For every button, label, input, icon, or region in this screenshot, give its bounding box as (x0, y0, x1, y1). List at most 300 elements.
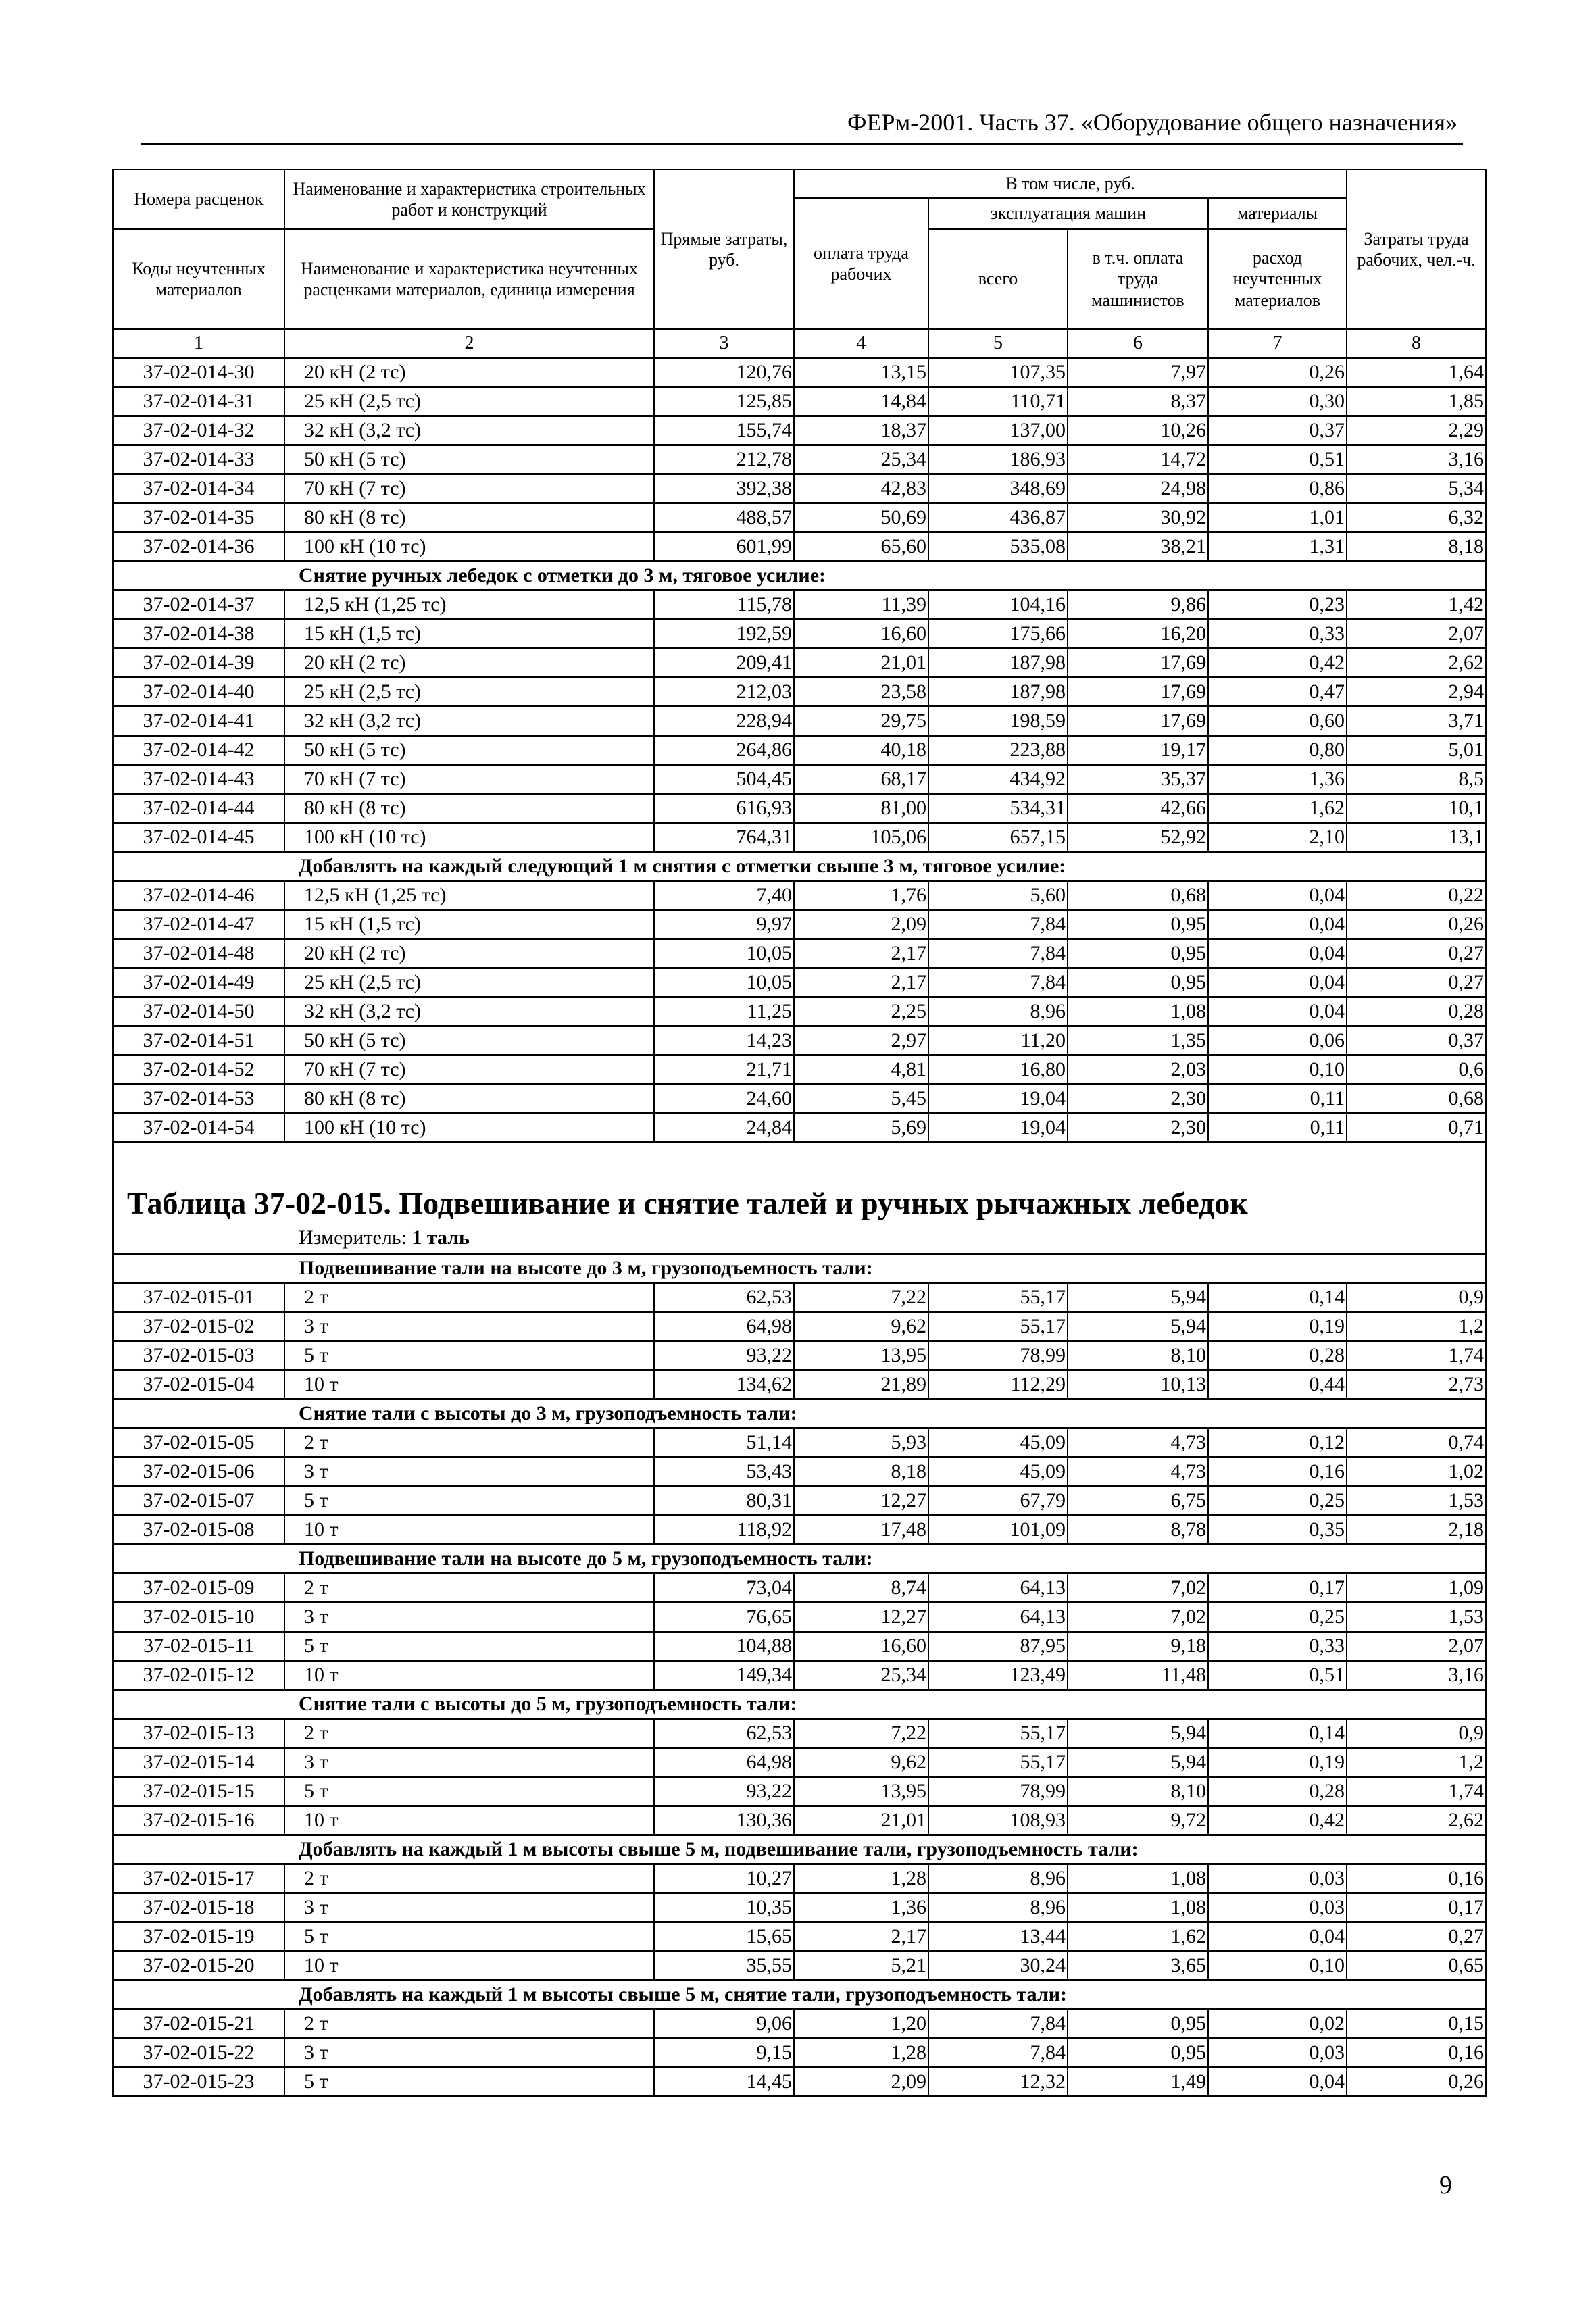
rate-code: 37-02-014-49 (113, 968, 284, 997)
machines-total: 55,17 (928, 1719, 1068, 1748)
section-heading: Снятие тали с высоты до 5 м, грузоподъемность тали: (113, 1690, 1486, 1719)
table-row (113, 1487, 1486, 1516)
labor-hours: 0,27 (1347, 1922, 1486, 1951)
worker-pay: 1,20 (794, 2010, 928, 2039)
rate-code: 37-02-014-33 (113, 445, 284, 474)
worker-pay: 12,27 (794, 1487, 928, 1516)
table-row (113, 1603, 1486, 1632)
rate-name: 3 т (284, 1748, 654, 1777)
column-number: 4 (794, 329, 928, 358)
labor-hours: 5,34 (1347, 474, 1486, 503)
header-operator-pay: в т.ч. оплата труда машинистов (1068, 229, 1208, 329)
direct-costs: 149,34 (654, 1661, 794, 1690)
operator-pay: 8,10 (1068, 1341, 1208, 1370)
operator-pay: 7,02 (1068, 1574, 1208, 1603)
labor-hours: 0,16 (1347, 1864, 1486, 1893)
direct-costs: 125,85 (654, 387, 794, 416)
rate-name: 12,5 кН (1,25 тс) (284, 881, 654, 910)
worker-pay: 29,75 (794, 707, 928, 736)
labor-hours: 2,62 (1347, 649, 1486, 678)
rate-code: 37-02-014-47 (113, 910, 284, 939)
table-row (113, 881, 1486, 910)
rate-name: 2 т (284, 1864, 654, 1893)
table-row (113, 678, 1486, 707)
operator-pay: 52,92 (1068, 823, 1208, 852)
direct-costs: 24,60 (654, 1085, 794, 1114)
operator-pay: 16,20 (1068, 620, 1208, 649)
header-direct-costs: Прямые затраты, руб. (654, 170, 794, 329)
material-use: 0,14 (1208, 1719, 1347, 1748)
machines-total: 436,87 (928, 503, 1068, 532)
worker-pay: 5,21 (794, 1951, 928, 1981)
labor-hours: 5,01 (1347, 736, 1486, 765)
material-use: 0,04 (1208, 881, 1347, 910)
direct-costs: 192,59 (654, 620, 794, 649)
material-use: 0,86 (1208, 474, 1347, 503)
material-use: 0,03 (1208, 1893, 1347, 1922)
table-37-02-014-body (113, 358, 1486, 1143)
operator-pay: 7,02 (1068, 1603, 1208, 1632)
operator-pay: 1,08 (1068, 1893, 1208, 1922)
rate-code: 37-02-015-13 (113, 1719, 284, 1748)
header-rate-numbers: Номера расценок (113, 170, 284, 229)
operator-pay: 14,72 (1068, 445, 1208, 474)
table-row (113, 620, 1486, 649)
rate-code: 37-02-015-18 (113, 1893, 284, 1922)
rate-name: 70 кН (7 тс) (284, 474, 654, 503)
header-labor: Затраты труда рабочих, чел.-ч. (1347, 170, 1486, 329)
worker-pay: 2,17 (794, 939, 928, 968)
material-use: 0,04 (1208, 968, 1347, 997)
worker-pay: 9,62 (794, 1312, 928, 1341)
section-row (113, 1399, 1486, 1428)
table-row (113, 387, 1486, 416)
section-row (113, 1254, 1486, 1283)
table-row (113, 532, 1486, 562)
operator-pay: 6,75 (1068, 1487, 1208, 1516)
direct-costs: 51,14 (654, 1428, 794, 1458)
operator-pay: 1,35 (1068, 1026, 1208, 1055)
machines-total: 78,99 (928, 1341, 1068, 1370)
table-row (113, 1661, 1486, 1690)
material-use: 0,16 (1208, 1458, 1347, 1487)
machines-total: 348,69 (928, 474, 1068, 503)
operator-pay: 42,66 (1068, 794, 1208, 823)
machines-total: 198,59 (928, 707, 1068, 736)
labor-hours: 1,2 (1347, 1748, 1486, 1777)
material-use: 0,80 (1208, 736, 1347, 765)
rate-code: 37-02-015-20 (113, 1951, 284, 1981)
rate-code: 37-02-015-05 (113, 1428, 284, 1458)
material-use: 0,17 (1208, 1574, 1347, 1603)
table-row (113, 1893, 1486, 1922)
rate-code: 37-02-015-08 (113, 1516, 284, 1545)
section-heading: Добавлять на каждый 1 м высоты свыше 5 м, подвешивание тали, грузоподъемность тали: (113, 1835, 1486, 1864)
table-row (113, 358, 1486, 387)
worker-pay: 16,60 (794, 620, 928, 649)
labor-hours: 6,32 (1347, 503, 1486, 532)
rate-code: 37-02-014-51 (113, 1026, 284, 1055)
machines-total: 16,80 (928, 1055, 1068, 1085)
machines-total: 7,84 (928, 968, 1068, 997)
direct-costs: 62,53 (654, 1283, 794, 1312)
worker-pay: 2,17 (794, 968, 928, 997)
rate-code: 37-02-014-53 (113, 1085, 284, 1114)
machines-total: 8,96 (928, 997, 1068, 1026)
direct-costs: 9,15 (654, 2039, 794, 2068)
direct-costs: 9,97 (654, 910, 794, 939)
machines-total: 187,98 (928, 678, 1068, 707)
column-number: 8 (1347, 329, 1486, 358)
direct-costs: 118,92 (654, 1516, 794, 1545)
machines-total: 19,04 (928, 1114, 1068, 1143)
operator-pay: 35,37 (1068, 765, 1208, 794)
direct-costs: 601,99 (654, 532, 794, 562)
labor-hours: 1,02 (1347, 1458, 1486, 1487)
material-use: 0,28 (1208, 1777, 1347, 1806)
labor-hours: 0,9 (1347, 1719, 1486, 1748)
table-row (113, 1085, 1486, 1114)
machines-total: 7,84 (928, 939, 1068, 968)
operator-pay: 1,62 (1068, 1922, 1208, 1951)
material-use: 0,10 (1208, 1951, 1347, 1981)
rate-name: 2 т (284, 2010, 654, 2039)
rate-name: 20 кН (2 тс) (284, 358, 654, 387)
table-row (113, 1341, 1486, 1370)
labor-hours: 1,2 (1347, 1312, 1486, 1341)
rate-name: 5 т (284, 1487, 654, 1516)
table-header (113, 170, 1486, 358)
direct-costs: 64,98 (654, 1748, 794, 1777)
labor-hours: 8,18 (1347, 532, 1486, 562)
rate-code: 37-02-014-40 (113, 678, 284, 707)
direct-costs: 209,41 (654, 649, 794, 678)
operator-pay: 9,86 (1068, 591, 1208, 620)
rate-code: 37-02-014-30 (113, 358, 284, 387)
rate-code: 37-02-015-06 (113, 1458, 284, 1487)
labor-hours: 0,22 (1347, 881, 1486, 910)
direct-costs: 93,22 (654, 1777, 794, 1806)
rate-name: 80 кН (8 тс) (284, 794, 654, 823)
header-group: В том числе, руб. (794, 170, 1347, 198)
material-use: 0,33 (1208, 620, 1347, 649)
labor-hours: 1,85 (1347, 387, 1486, 416)
labor-hours: 2,62 (1347, 1806, 1486, 1835)
operator-pay: 30,92 (1068, 503, 1208, 532)
machines-total: 657,15 (928, 823, 1068, 852)
worker-pay: 1,28 (794, 2039, 928, 2068)
machines-total: 13,44 (928, 1922, 1068, 1951)
direct-costs: 120,76 (654, 358, 794, 387)
worker-pay: 13,95 (794, 1777, 928, 1806)
direct-costs: 155,74 (654, 416, 794, 445)
operator-pay: 2,30 (1068, 1085, 1208, 1114)
rate-code: 37-02-015-16 (113, 1806, 284, 1835)
section-row (113, 1981, 1486, 2010)
table-row (113, 1951, 1486, 1981)
header-work-name: Наименование и характеристика строительных работ и конструкций (284, 170, 654, 229)
table-title: Таблица 37-02-015. Подвешивание и снятие талей и ручных рычажных лебедок (127, 1186, 1248, 1220)
column-number: 3 (654, 329, 794, 358)
material-use: 0,25 (1208, 1603, 1347, 1632)
page-number: 9 (1439, 2171, 1452, 2199)
table-row (113, 1632, 1486, 1661)
table-row (113, 591, 1486, 620)
table-row (113, 765, 1486, 794)
machines-total: 7,84 (928, 910, 1068, 939)
rate-code: 37-02-014-35 (113, 503, 284, 532)
header-rule (141, 143, 1463, 145)
rate-code: 37-02-015-19 (113, 1922, 284, 1951)
rate-name: 5 т (284, 1341, 654, 1370)
direct-costs: 264,86 (654, 736, 794, 765)
labor-hours: 0,26 (1347, 910, 1486, 939)
labor-hours: 2,29 (1347, 416, 1486, 445)
rate-name: 2 т (284, 1574, 654, 1603)
machines-total: 45,09 (928, 1458, 1068, 1487)
worker-pay: 40,18 (794, 736, 928, 765)
rate-code: 37-02-015-23 (113, 2068, 284, 2097)
rate-code: 37-02-014-37 (113, 591, 284, 620)
labor-hours: 0,9 (1347, 1283, 1486, 1312)
table-row (113, 910, 1486, 939)
rate-code: 37-02-015-10 (113, 1603, 284, 1632)
labor-hours: 2,07 (1347, 1632, 1486, 1661)
direct-costs: 10,05 (654, 939, 794, 968)
worker-pay: 17,48 (794, 1516, 928, 1545)
direct-costs: 212,78 (654, 445, 794, 474)
operator-pay: 3,65 (1068, 1951, 1208, 1981)
worker-pay: 1,36 (794, 1893, 928, 1922)
machines-total: 137,00 (928, 416, 1068, 445)
rate-code: 37-02-015-12 (113, 1661, 284, 1690)
worker-pay: 50,69 (794, 503, 928, 532)
worker-pay: 65,60 (794, 532, 928, 562)
rate-code: 37-02-014-36 (113, 532, 284, 562)
material-use: 0,12 (1208, 1428, 1347, 1458)
direct-costs: 228,94 (654, 707, 794, 736)
direct-costs: 10,05 (654, 968, 794, 997)
labor-hours: 1,74 (1347, 1341, 1486, 1370)
table-row (113, 968, 1486, 997)
worker-pay: 13,15 (794, 358, 928, 387)
rate-name: 2 т (284, 1428, 654, 1458)
table-row (113, 1283, 1486, 1312)
direct-costs: 115,78 (654, 591, 794, 620)
worker-pay: 4,81 (794, 1055, 928, 1085)
header-material-name: Наименование и характеристика неучтенных расценками материалов, единица измерения (284, 229, 654, 329)
rate-name: 70 кН (7 тс) (284, 1055, 654, 1085)
machines-total: 30,24 (928, 1951, 1068, 1981)
machines-total: 7,84 (928, 2010, 1068, 2039)
table-row (113, 2010, 1486, 2039)
worker-pay: 2,09 (794, 910, 928, 939)
table-37-02-015-heading (113, 1143, 1486, 1254)
rate-code: 37-02-014-45 (113, 823, 284, 852)
running-head: ФЕРм-2001. Часть 37. «Оборудование общего назначения» (847, 109, 1457, 136)
operator-pay: 38,21 (1068, 532, 1208, 562)
machines-total: 11,20 (928, 1026, 1068, 1055)
table-row (113, 823, 1486, 852)
table-row (113, 474, 1486, 503)
rate-name: 3 т (284, 2039, 654, 2068)
worker-pay: 2,25 (794, 997, 928, 1026)
rate-name: 20 кН (2 тс) (284, 649, 654, 678)
direct-costs: 62,53 (654, 1719, 794, 1748)
worker-pay: 21,01 (794, 649, 928, 678)
rate-name: 80 кН (8 тс) (284, 503, 654, 532)
machines-total: 104,16 (928, 591, 1068, 620)
rate-code: 37-02-015-22 (113, 2039, 284, 2068)
material-use: 0,42 (1208, 1806, 1347, 1835)
rate-name: 25 кН (2,5 тс) (284, 968, 654, 997)
table-row (113, 1516, 1486, 1545)
material-use: 0,03 (1208, 2039, 1347, 2068)
worker-pay: 13,95 (794, 1341, 928, 1370)
column-number: 2 (284, 329, 654, 358)
worker-pay: 9,62 (794, 1748, 928, 1777)
rates-table (112, 169, 1487, 2097)
worker-pay: 5,69 (794, 1114, 928, 1143)
labor-hours: 0,26 (1347, 2068, 1486, 2097)
labor-hours: 2,18 (1347, 1516, 1486, 1545)
operator-pay: 5,94 (1068, 1719, 1208, 1748)
material-use: 0,23 (1208, 591, 1347, 620)
operator-pay: 0,95 (1068, 968, 1208, 997)
operator-pay: 8,37 (1068, 387, 1208, 416)
rate-name: 100 кН (10 тс) (284, 823, 654, 852)
rate-code: 37-02-015-02 (113, 1312, 284, 1341)
rate-name: 3 т (284, 1893, 654, 1922)
material-use: 0,33 (1208, 1632, 1347, 1661)
labor-hours: 0,6 (1347, 1055, 1486, 1085)
material-use: 0,44 (1208, 1370, 1347, 1399)
operator-pay: 0,95 (1068, 939, 1208, 968)
labor-hours: 13,1 (1347, 823, 1486, 852)
table-row (113, 1428, 1486, 1458)
table-row (113, 1748, 1486, 1777)
machines-total: 12,32 (928, 2068, 1068, 2097)
rate-name: 2 т (284, 1283, 654, 1312)
table-row (113, 1458, 1486, 1487)
worker-pay: 23,58 (794, 678, 928, 707)
material-use: 0,35 (1208, 1516, 1347, 1545)
labor-hours: 2,94 (1347, 678, 1486, 707)
direct-costs: 392,38 (654, 474, 794, 503)
rate-code: 37-02-014-54 (113, 1114, 284, 1143)
column-number: 1 (113, 329, 284, 358)
rate-name: 5 т (284, 1777, 654, 1806)
labor-hours: 1,42 (1347, 591, 1486, 620)
section-heading: Добавлять на каждый 1 м высоты свыше 5 м, снятие тали, грузоподъемность тали: (113, 1981, 1486, 2010)
labor-hours: 0,37 (1347, 1026, 1486, 1055)
material-use: 0,03 (1208, 1864, 1347, 1893)
rate-code: 37-02-014-31 (113, 387, 284, 416)
worker-pay: 105,06 (794, 823, 928, 852)
table-row (113, 416, 1486, 445)
material-use: 0,37 (1208, 416, 1347, 445)
labor-hours: 8,5 (1347, 765, 1486, 794)
table-row (113, 2068, 1486, 2097)
table-row (113, 1026, 1486, 1055)
direct-costs: 104,88 (654, 1632, 794, 1661)
material-use: 0,10 (1208, 1055, 1347, 1085)
direct-costs: 11,25 (654, 997, 794, 1026)
table-row (113, 649, 1486, 678)
header-machines: эксплуатация машин (928, 198, 1208, 229)
rate-code: 37-02-015-09 (113, 1574, 284, 1603)
operator-pay: 9,18 (1068, 1632, 1208, 1661)
labor-hours: 10,1 (1347, 794, 1486, 823)
table-row (113, 1114, 1486, 1143)
operator-pay: 0,68 (1068, 881, 1208, 910)
material-use: 0,04 (1208, 939, 1347, 968)
material-use: 0,11 (1208, 1114, 1347, 1143)
operator-pay: 2,03 (1068, 1055, 1208, 1085)
rate-code: 37-02-014-43 (113, 765, 284, 794)
table-37-02-015-body (113, 1254, 1486, 2097)
direct-costs: 616,93 (654, 794, 794, 823)
material-use: 0,60 (1208, 707, 1347, 736)
operator-pay: 17,69 (1068, 678, 1208, 707)
rate-code: 37-02-015-01 (113, 1283, 284, 1312)
operator-pay: 4,73 (1068, 1458, 1208, 1487)
labor-hours: 2,73 (1347, 1370, 1486, 1399)
operator-pay: 4,73 (1068, 1428, 1208, 1458)
worker-pay: 8,74 (794, 1574, 928, 1603)
rate-name: 50 кН (5 тс) (284, 445, 654, 474)
labor-hours: 2,07 (1347, 620, 1486, 649)
meter-label: Измеритель: (299, 1226, 407, 1249)
rate-code: 37-02-014-32 (113, 416, 284, 445)
direct-costs: 15,65 (654, 1922, 794, 1951)
table-row (113, 1806, 1486, 1835)
machines-total: 8,96 (928, 1893, 1068, 1922)
rate-name: 15 кН (1,5 тс) (284, 620, 654, 649)
rate-code: 37-02-014-39 (113, 649, 284, 678)
direct-costs: 7,40 (654, 881, 794, 910)
machines-total: 175,66 (928, 620, 1068, 649)
material-use: 0,47 (1208, 678, 1347, 707)
column-number: 7 (1208, 329, 1347, 358)
direct-costs: 73,04 (654, 1574, 794, 1603)
operator-pay: 10,13 (1068, 1370, 1208, 1399)
operator-pay: 10,26 (1068, 416, 1208, 445)
worker-pay: 2,97 (794, 1026, 928, 1055)
machines-total: 64,13 (928, 1603, 1068, 1632)
rate-name: 32 кН (3,2 тс) (284, 707, 654, 736)
direct-costs: 24,84 (654, 1114, 794, 1143)
machines-total: 7,84 (928, 2039, 1068, 2068)
section-heading: Подвешивание тали на высоте до 3 м, грузоподъемность тали: (113, 1254, 1486, 1283)
direct-costs: 14,45 (654, 2068, 794, 2097)
worker-pay: 81,00 (794, 794, 928, 823)
rate-name: 70 кН (7 тс) (284, 765, 654, 794)
table-row (113, 1922, 1486, 1951)
rate-name: 10 т (284, 1370, 654, 1399)
worker-pay: 25,34 (794, 1661, 928, 1690)
table-title-cell (113, 1143, 1486, 1254)
rate-name: 32 кН (3,2 тс) (284, 416, 654, 445)
worker-pay: 14,84 (794, 387, 928, 416)
machines-total: 110,71 (928, 387, 1068, 416)
rate-name: 15 кН (1,5 тс) (284, 910, 654, 939)
material-use: 0,04 (1208, 1922, 1347, 1951)
column-numbers-row (113, 329, 1486, 358)
worker-pay: 5,93 (794, 1428, 928, 1458)
machines-total: 535,08 (928, 532, 1068, 562)
worker-pay: 68,17 (794, 765, 928, 794)
